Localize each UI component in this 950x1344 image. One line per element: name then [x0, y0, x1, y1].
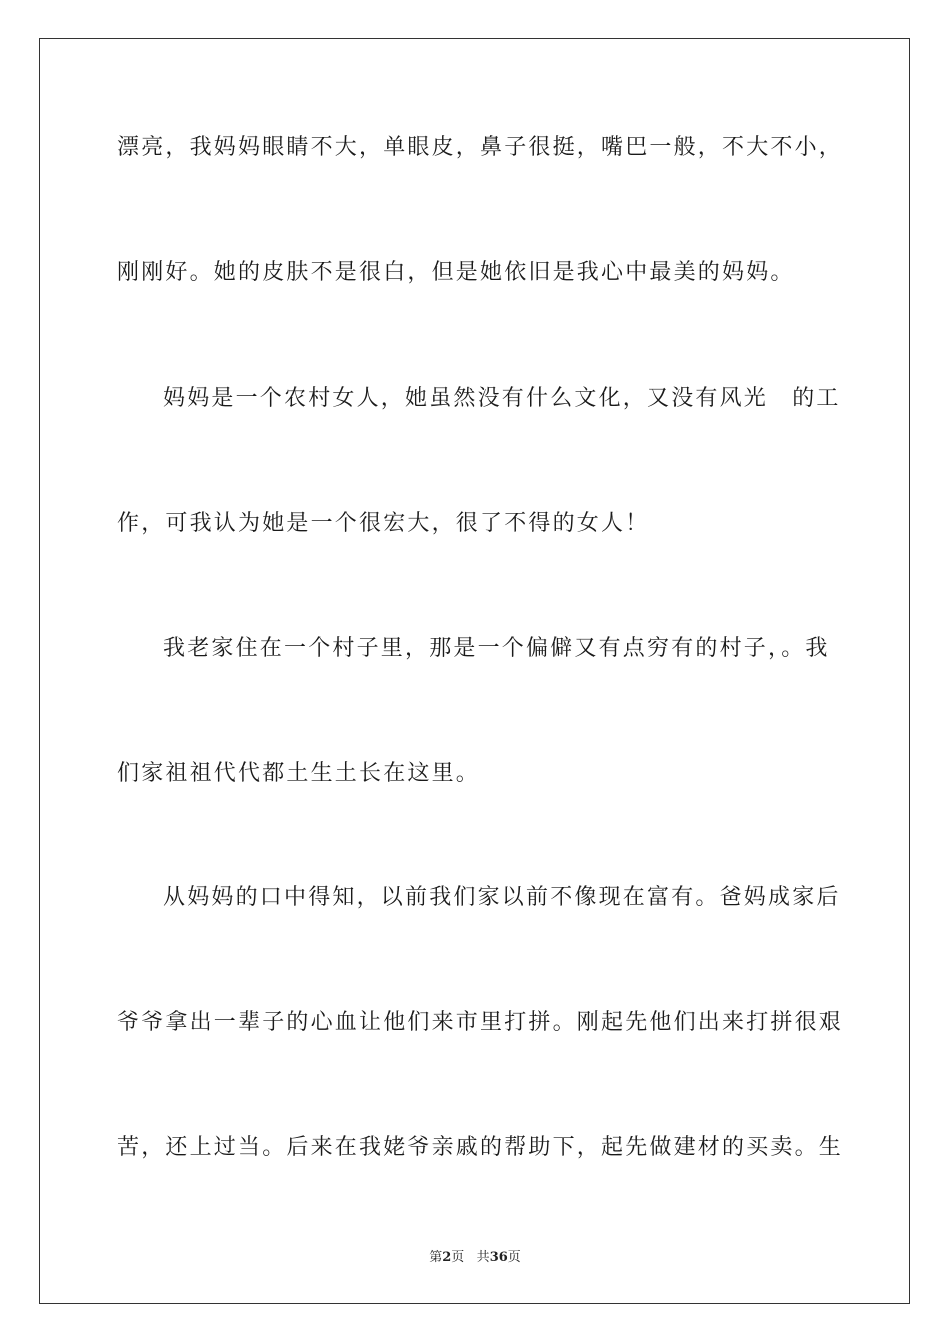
- page-total-count: 36: [489, 1250, 508, 1265]
- body-line-9: 苦，还上过当。后来在我姥爷亲戚的帮助下，起先做建材的买卖。生: [117, 1135, 844, 1160]
- page-number-suffix: 页: [451, 1250, 465, 1265]
- body-line-5: 我老家住在一个村子里，那是一个偏僻又有点穷有的村子，。我: [163, 636, 830, 661]
- page-total-suffix: 页: [507, 1250, 521, 1265]
- page-total-prefix: 共: [476, 1250, 490, 1265]
- body-line-4: 作，可我认为她是一个很宏大，很了不得的女人！: [117, 511, 650, 536]
- body-line-6: 们家祖祖代代都土生土长在这里。: [117, 761, 481, 786]
- page-number-current: 2: [442, 1250, 452, 1265]
- body-line-7: 从妈妈的口中得知，以前我们家以前不像现在富有。爸妈成家后: [163, 885, 841, 910]
- body-line-8: 爷爷拿出一辈子的心血让他们来市里打拼。刚起先他们出来打拼很艰: [117, 1010, 844, 1035]
- body-line-1: 漂亮，我妈妈眼睛不大，单眼皮，鼻子很挺，嘴巴一般，不大不小，: [117, 135, 844, 160]
- page-number-prefix: 第: [429, 1250, 443, 1265]
- page-frame: [39, 38, 910, 1304]
- page-footer: [0, 1246, 950, 1265]
- body-line-3: 妈妈是一个农村女人，她虽然没有什么文化，又没有风光 的工: [163, 386, 841, 411]
- body-line-2: 刚刚好。她的皮肤不是很白，但是她依旧是我心中最美的妈妈。: [117, 260, 795, 285]
